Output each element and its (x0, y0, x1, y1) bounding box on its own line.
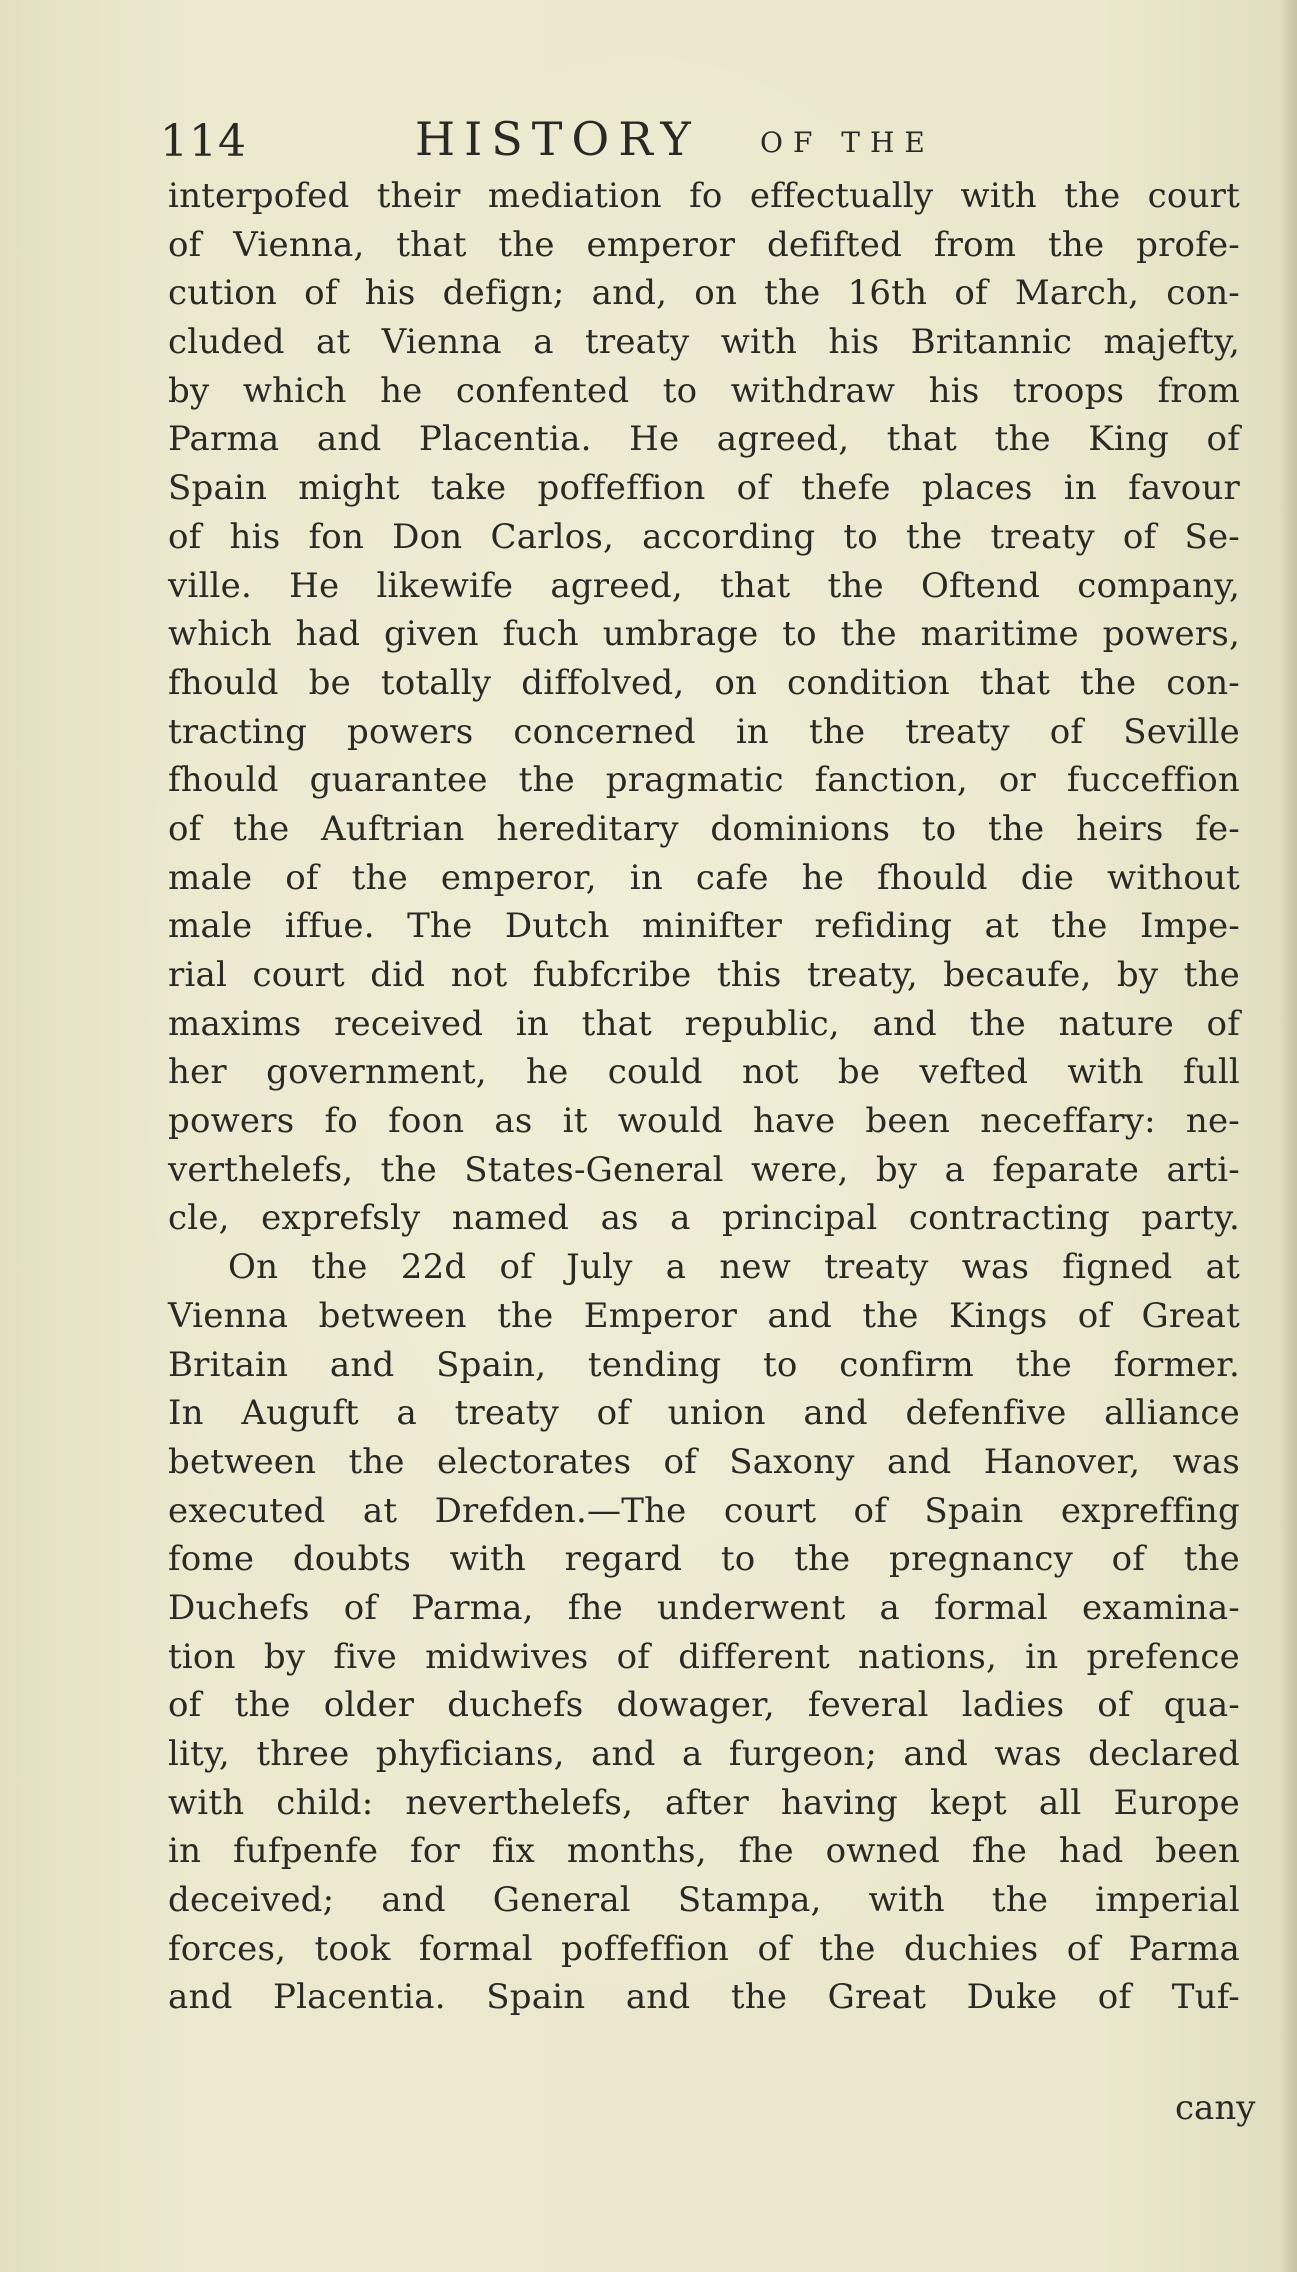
text-line: interpofed their mediation fo effectually with the court (168, 176, 1240, 216)
text-line: tion by five midwives of different nations, in prefence (168, 1636, 1240, 1677)
running-head: HISTORY (415, 112, 700, 166)
text-line: deceived; and General Stampa, with the imperial (168, 1880, 1240, 1921)
text-line: of his fon Don Carlos, according to the treaty of Se- (168, 516, 1240, 557)
text-line: In Auguft a treaty of union and defenfive alliance (168, 1393, 1240, 1434)
text-line: verthelefs, the States-General were, by a feparate arti- (168, 1149, 1240, 1190)
paragraph-start-line: On the 22d of July a new treaty was figned at (228, 1247, 1240, 1288)
text-line: with child: neverthelefs, after having kept all Europe (168, 1782, 1240, 1823)
text-line: cle, exprefsly named as a principal contracting party. (168, 1198, 1240, 1239)
text-line: rial court did not fubfcribe this treaty, becaufe, by the (168, 955, 1240, 995)
text-line: and Placentia. Spain and the Great Duke of Tuf- (168, 1977, 1240, 2018)
page-number: 114 (160, 116, 247, 167)
text-line: cution of his defign; and, on the 16th of March, con- (168, 273, 1240, 314)
text-line: maxims received in that republic, and the nature of (168, 1003, 1240, 1044)
text-line: between the electorates of Saxony and Hanover, was (168, 1441, 1240, 1482)
text-line: tracting powers concerned in the treaty of Seville (168, 711, 1240, 752)
text-line: cluded at Vienna a treaty with his Britannic majefty, (168, 322, 1240, 363)
running-head-suffix: OF THE (760, 126, 935, 159)
text-line: of the older duchefs dowager, feveral ladies of qua- (168, 1685, 1240, 1726)
text-line: ville. He likewife agreed, that the Oftend company, (168, 565, 1240, 606)
text-line: forces, took formal poffeffion of the duchies of Parma (168, 1928, 1240, 1969)
text-line: Parma and Placentia. He agreed, that the King of (168, 419, 1240, 460)
text-line: of the Auftrian hereditary dominions to the heirs fe- (168, 808, 1240, 849)
text-line: executed at Drefden.—The court of Spain expreffing (168, 1490, 1240, 1531)
text-line: by which he confented to withdraw his troops from (168, 370, 1240, 411)
text-line: which had given fuch umbrage to the maritime powers, (168, 614, 1240, 655)
text-line: her government, he could not be vefted with full (168, 1052, 1240, 1093)
text-line: Duchefs of Parma, fhe underwent a formal examina- (168, 1587, 1240, 1628)
body-text (168, 172, 1240, 2022)
text-line: powers fo foon as it would have been neceffary: ne- (168, 1101, 1240, 1142)
text-line: fhould be totally diffolved, on condition that the con- (168, 662, 1240, 703)
page-header (160, 108, 1140, 168)
text-line: Vienna between the Emperor and the Kings of Great (168, 1295, 1240, 1336)
text-line: in fufpenfe for fix months, fhe owned fhe had been (168, 1831, 1240, 1872)
text-line: male of the emperor, in cafe he fhould die without (168, 857, 1240, 898)
text-line: fhould guarantee the pragmatic fanction, or fucceffion (168, 760, 1240, 801)
text-line: lity, three phyficians, and a furgeon; and was declared (168, 1734, 1240, 1774)
text-line: Spain might take poffeffion of thefe places in favour (168, 468, 1240, 509)
text-line: Britain and Spain, tending to confirm the former. (168, 1344, 1240, 1385)
text-line: fome doubts with regard to the pregnancy of the (168, 1539, 1240, 1580)
text-line: of Vienna, that the emperor defifted from the profe- (168, 224, 1240, 265)
page-edge-shadow (1279, 0, 1297, 2272)
catchword: cany (1175, 2088, 1256, 2128)
text-line: male iffue. The Dutch minifter refiding at the Impe- (168, 906, 1240, 947)
